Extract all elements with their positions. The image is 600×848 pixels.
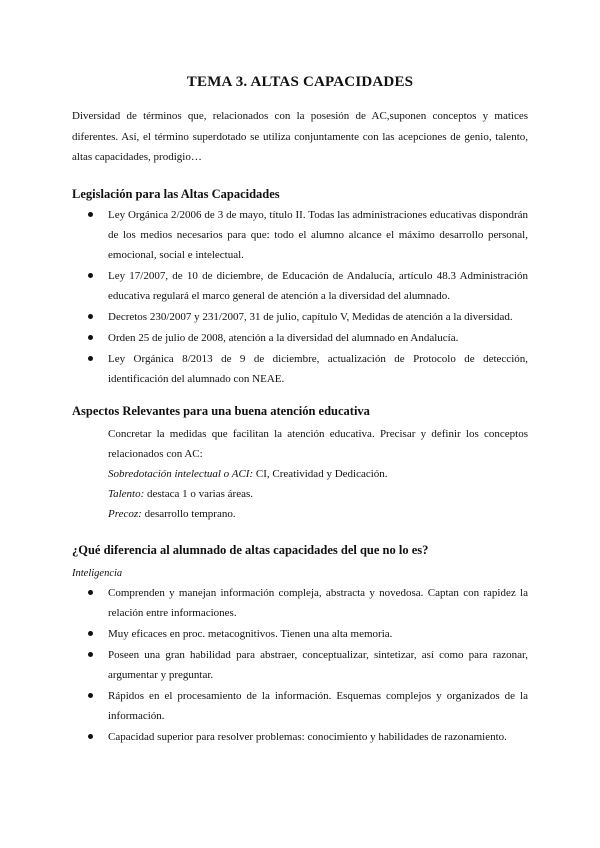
- bullet-icon: [88, 356, 93, 361]
- definition-text: destaca 1 o varias áreas.: [144, 488, 253, 500]
- aspectos-block: [108, 424, 528, 524]
- list-item: Capacidad superior para resolver problemas: conocimiento y habilidades de razonamiento.: [72, 727, 528, 747]
- bullet-icon: [88, 652, 93, 657]
- bullet-icon: [88, 335, 93, 340]
- legislacion-list: [72, 205, 528, 390]
- list-item: Ley Orgánica 2/2006 de 3 de mayo, título II. Todas las administraciones educativas dispondrán de los medios necesarios para que: todo el alumno alcance el máximo desarrollo personal, emocional, social e intelectual.: [72, 205, 528, 265]
- diferencia-heading: ¿Qué diferencia al alumnado de altas capacidades del que no lo es?: [72, 543, 429, 557]
- intro-paragraph: Diversidad de términos que, relacionados con la posesión de AC,suponen conceptos y matices diferentes. Así, el término superdotado se utiliza conjuntamente con las acepciones de genio, talento, altas capacidades, prodigio…: [72, 110, 528, 163]
- document-title: TEMA 3. ALTAS CAPACIDADES: [186, 74, 414, 90]
- definition-item: [108, 484, 528, 504]
- bullet-icon: [88, 631, 93, 636]
- definition-term: Talento:: [108, 488, 145, 500]
- list-item: Orden 25 de julio de 2008, atención a la diversidad del alumnado en Andalucía.: [72, 328, 528, 348]
- definition-term: Sobredotación intelectual o ACI:: [108, 468, 254, 480]
- bullet-icon: [88, 212, 93, 217]
- bullet-icon: [88, 273, 93, 278]
- list-item: Rápidos en el procesamiento de la información. Esquemas complejos y organizados de la información.: [72, 686, 528, 726]
- legislacion-heading: Legislación para las Altas Capacidades: [72, 187, 280, 201]
- list-item: Poseen una gran habilidad para abstraer, conceptualizar, sintetizar, así como para razonar, argumentar y preguntar.: [72, 645, 528, 685]
- definition-term: Precoz:: [108, 508, 142, 520]
- list-item: Ley 17/2007, de 10 de diciembre, de Educación de Andalucía, artículo 48.3 Administración educativa regulará el marco general de atención a la diversidad del alumnado.: [72, 266, 528, 306]
- list-item: Decretos 230/2007 y 231/2007, 31 de julio, capítulo V, Medidas de atención a la diversidad.: [72, 307, 528, 327]
- list-item: Muy eficaces en proc. metacognitivos. Tienen una alta memoria.: [72, 624, 528, 644]
- definition-text: desarrollo temprano.: [141, 508, 236, 520]
- bullet-icon: [88, 693, 93, 698]
- list-item: Comprenden y manejan información compleja, abstracta y novedosa. Captan con rapidez la relación entre informaciones.: [72, 583, 528, 623]
- aspectos-heading: Aspectos Relevantes para una buena atención educativa: [72, 404, 370, 418]
- definition-text: CI, Creatividad y Dedicación.: [253, 468, 388, 480]
- list-item: Ley Orgánica 8/2013 de 9 de diciembre, actualización de Protocolo de detección, identificación del alumnado con NEAE.: [72, 349, 528, 389]
- aspectos-paragraph: Concretar la medidas que facilitan la atención educativa. Precisar y definir los conceptos relacionados con AC:: [108, 428, 528, 460]
- definition-item: [108, 464, 528, 484]
- bullet-icon: [88, 734, 93, 739]
- definition-item: [108, 504, 528, 524]
- bullet-icon: [88, 314, 93, 319]
- bullet-icon: [88, 590, 93, 595]
- inteligencia-subheading: Inteligencia: [72, 568, 123, 579]
- diferencia-list: [72, 583, 528, 748]
